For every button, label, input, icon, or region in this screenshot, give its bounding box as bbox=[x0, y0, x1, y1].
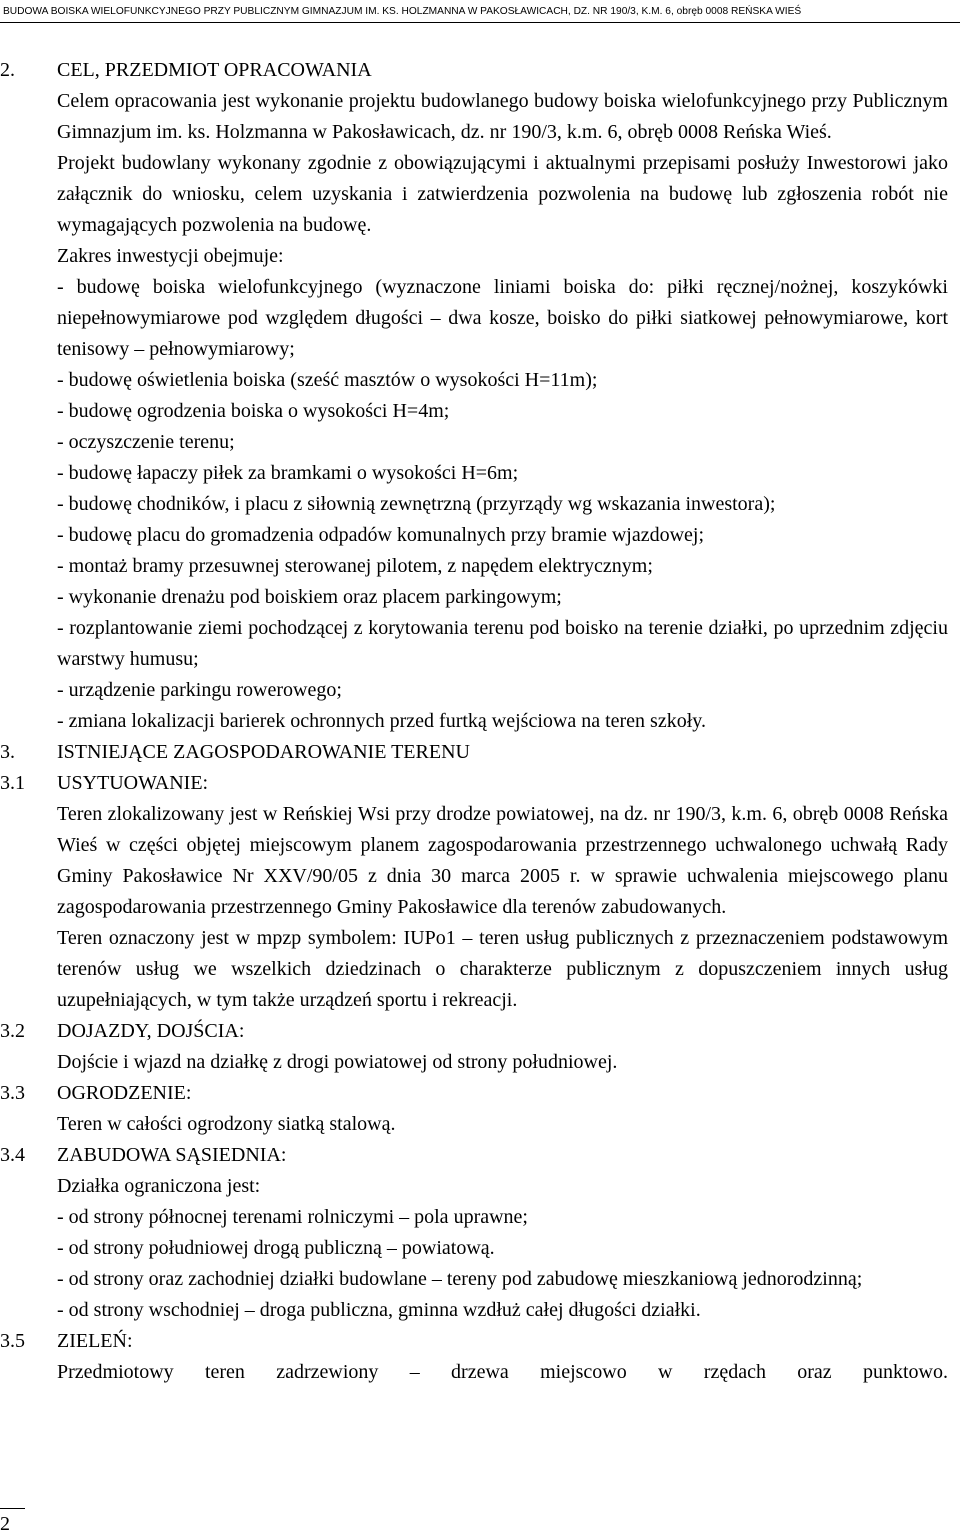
list-item: - zmiana lokalizacji barierek ochronnych przed furtką wejściowa na teren szkoły. bbox=[57, 710, 706, 732]
subsection-number: 3.1 bbox=[0, 772, 25, 794]
section-number: 3. bbox=[0, 741, 15, 763]
paragraph: Teren oznaczony jest w mpzp symbolem: IUPo1 – teren usług publicznych z przeznaczeniem podstawowym terenów usług we wszelkich dziedzinach o charakterze publicznym z dopuszczeniem innych usług uzupełniających, w tym także urządzeń sportu i rekreacji. bbox=[57, 927, 948, 1011]
header-rule bbox=[0, 22, 960, 23]
running-header bbox=[0, 0, 960, 26]
list-item: - od strony północnej terenami rolniczymi – pola uprawne; bbox=[57, 1206, 528, 1228]
list-item: - od strony oraz zachodniej działki budowlane – tereny pod zabudowę mieszkaniową jednorodzinną; bbox=[57, 1268, 863, 1290]
list-item: - urządzenie parkingu rowerowego; bbox=[57, 679, 342, 701]
page-number: 2 bbox=[0, 1513, 10, 1535]
paragraph: Teren zlokalizowany jest w Reńskiej Wsi przy drodze powiatowej, na dz. nr 190/3, k.m. 6, obręb 0008 Reńska Wieś w części objętej miejscowym planem zagospodarowania przestrzennego uchwalonego uchwałą Rady Gminy Pakosławice Nr XXV/90/05 z dnia 30 marca 2005 r. w sprawie uchwalenia miejscowego planu zagospodarowania przestrzennego Gminy Pakosławice dla terenów zabudowanych. bbox=[57, 803, 948, 918]
paragraph: Działka ograniczona jest: bbox=[57, 1175, 261, 1197]
subsection-number: 3.3 bbox=[0, 1082, 25, 1104]
paragraph: Projekt budowlany wykonany zgodnie z obowiązującymi i aktualnymi przepisami posłuży Inwestorowi jako załącznik do wniosku, celem uzyskania i zatwierdzenia pozwolenia na budowę lub zgłoszenia robót nie wymagających pozwolenia na budowę. bbox=[57, 152, 948, 236]
list-item: - budowę łapaczy piłek za bramkami o wysokości H=6m; bbox=[57, 462, 519, 484]
list-item: - od strony wschodniej – droga publiczna, gminna wzdłuż całej długości działki. bbox=[57, 1299, 701, 1321]
section-heading bbox=[0, 55, 948, 86]
paragraph: Zakres inwestycji obejmuje: bbox=[57, 245, 284, 267]
subsection-title: OGRODZENIE: bbox=[57, 1082, 192, 1104]
footer-rule bbox=[0, 1508, 25, 1509]
header-text: BUDOWA BOISKA WIELOFUNKCYJNEGO PRZY PUBLICZNYM GIMNAZJUM IM. KS. HOLZMANNA W PAKOSŁAWICACH, DZ. NR 190/3, K.M. 6, obręb 0008 REŃSKA WIEŚ bbox=[3, 6, 802, 17]
section-heading bbox=[0, 737, 948, 768]
subsection-heading bbox=[0, 768, 948, 799]
subsection-title: USYTUOWANIE: bbox=[57, 772, 209, 794]
section-title: ISTNIEJĄCE ZAGOSPODAROWANIE TERENU bbox=[57, 741, 470, 763]
list-item: - od strony południowej drogą publiczną – powiatową. bbox=[57, 1237, 495, 1259]
list-item: - budowę oświetlenia boiska (sześć masztów o wysokości H=11m); bbox=[57, 369, 598, 391]
subsection-number: 3.4 bbox=[0, 1144, 25, 1166]
subsection-heading bbox=[0, 1078, 948, 1109]
subsection-number: 3.2 bbox=[0, 1020, 25, 1042]
list-item: - wykonanie drenażu pod boiskiem oraz placem parkingowym; bbox=[57, 586, 562, 608]
subsection-title: ZABUDOWA SĄSIEDNIA: bbox=[57, 1144, 287, 1166]
section-number: 2. bbox=[0, 59, 15, 81]
subsection-heading bbox=[0, 1326, 948, 1357]
section-title: CEL, PRZEDMIOT OPRACOWANIA bbox=[57, 59, 372, 81]
paragraph: Przedmiotowy teren zadrzewiony – drzewa miejscowo w rzędach oraz punktowo. bbox=[57, 1361, 948, 1383]
list-item: - budowę chodników, i placu z siłownią zewnętrzną (przyrządy wg wskazania inwestora); bbox=[57, 493, 776, 515]
list-item: - budowę boiska wielofunkcyjnego (wyznaczone liniami boiska do: piłki ręcznej/nożnej, koszykówki niepełnowymiarowe pod względem długości – dwa kosze, boisko do piłki siatkowej pełnowymiarowe, kort tenisowy – pełnowymiarowy; bbox=[57, 276, 948, 360]
subsection-number: 3.5 bbox=[0, 1330, 25, 1352]
subsection-heading bbox=[0, 1016, 948, 1047]
list-item: - budowę ogrodzenia boiska o wysokości H=4m; bbox=[57, 400, 450, 422]
subsection-heading bbox=[0, 1140, 948, 1171]
subsection-title: ZIELEŃ: bbox=[57, 1330, 133, 1352]
document-body bbox=[0, 55, 948, 1388]
list-item: - budowę placu do gromadzenia odpadów komunalnych przy bramie wjazdowej; bbox=[57, 524, 705, 546]
list-item: - oczyszczenie terenu; bbox=[57, 431, 235, 453]
subsection-title: DOJAZDY, DOJŚCIA: bbox=[57, 1020, 245, 1042]
paragraph: Celem opracowania jest wykonanie projektu budowlanego budowy boiska wielofunkcyjnego przy Publicznym Gimnazjum im. ks. Holzmanna w Pakosławicach, dz. nr 190/3, k.m. 6, obręb 0008 Reńska Wieś. bbox=[57, 90, 948, 143]
paragraph: Dojście i wjazd na działkę z drogi powiatowej od strony południowej. bbox=[57, 1051, 618, 1073]
list-item: - rozplantowanie ziemi pochodzącej z korytowania terenu pod boisko na terenie działki, po uprzednim zdjęciu warstwy humusu; bbox=[57, 617, 948, 670]
list-item: - montaż bramy przesuwnej sterowanej pilotem, z napędem elektrycznym; bbox=[57, 555, 653, 577]
paragraph: Teren w całości ogrodzony siatką stalową. bbox=[57, 1113, 396, 1135]
